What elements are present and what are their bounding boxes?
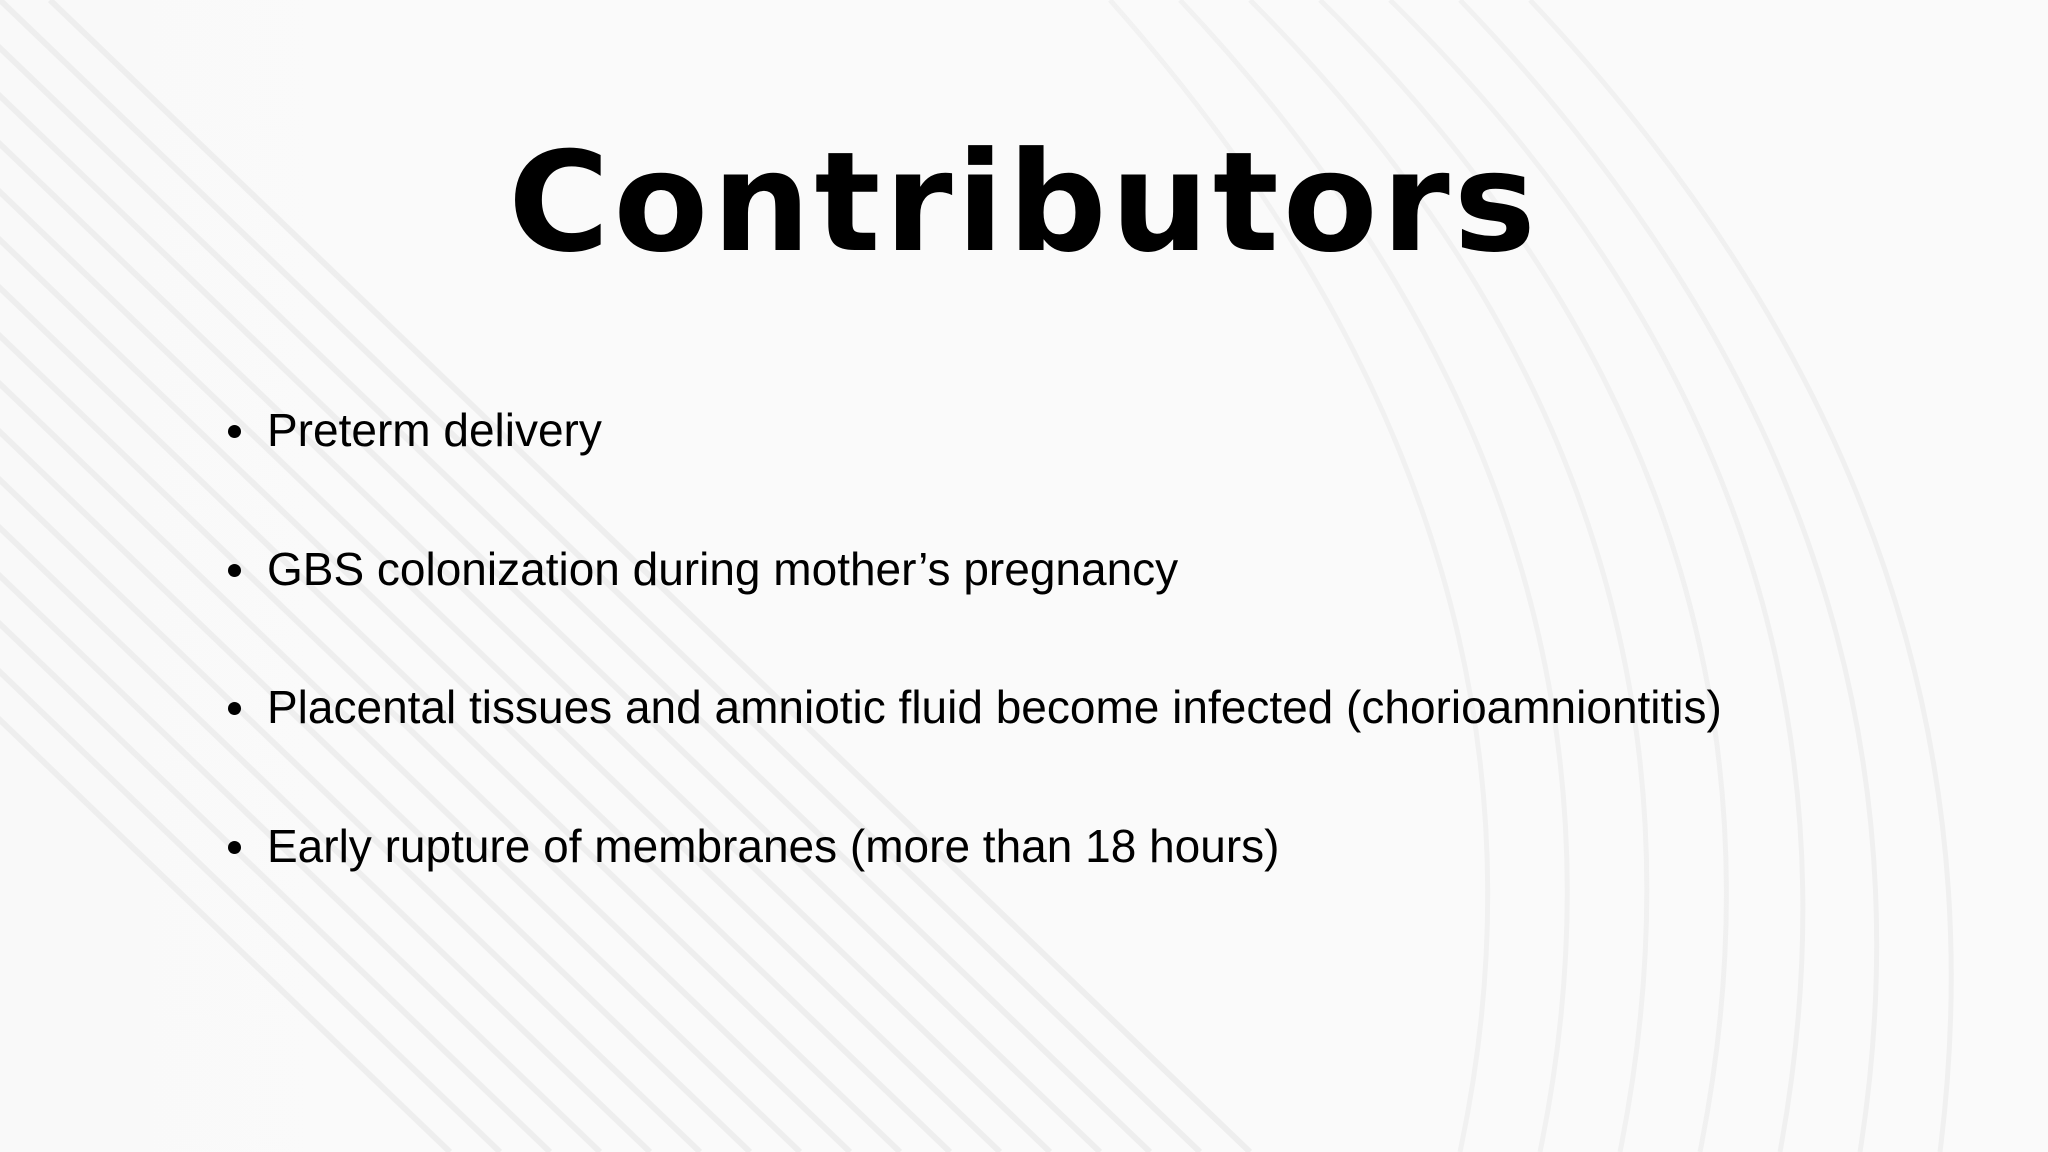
bullet-item	[228, 811, 1722, 950]
slide-title: Contributors	[508, 122, 1540, 283]
bullet-text: Preterm delivery	[267, 404, 602, 456]
bullet-item	[228, 534, 1722, 673]
bullet-text: Early rupture of membranes (more than 18 hours)	[267, 819, 1280, 872]
bullet-item	[228, 672, 1722, 811]
bullet-dot-icon	[228, 564, 241, 577]
bullet-text: Placental tissues and amniotic fluid become infected (chorioamniontitis)	[267, 681, 1722, 733]
bullet-list	[228, 395, 1722, 949]
bullet-dot-icon	[228, 702, 241, 715]
bullet-text: GBS colonization during mother’s pregnancy	[267, 542, 1179, 595]
bullet-dot-icon	[228, 425, 241, 438]
bullet-item	[228, 395, 1722, 534]
bullet-dot-icon	[228, 841, 241, 854]
